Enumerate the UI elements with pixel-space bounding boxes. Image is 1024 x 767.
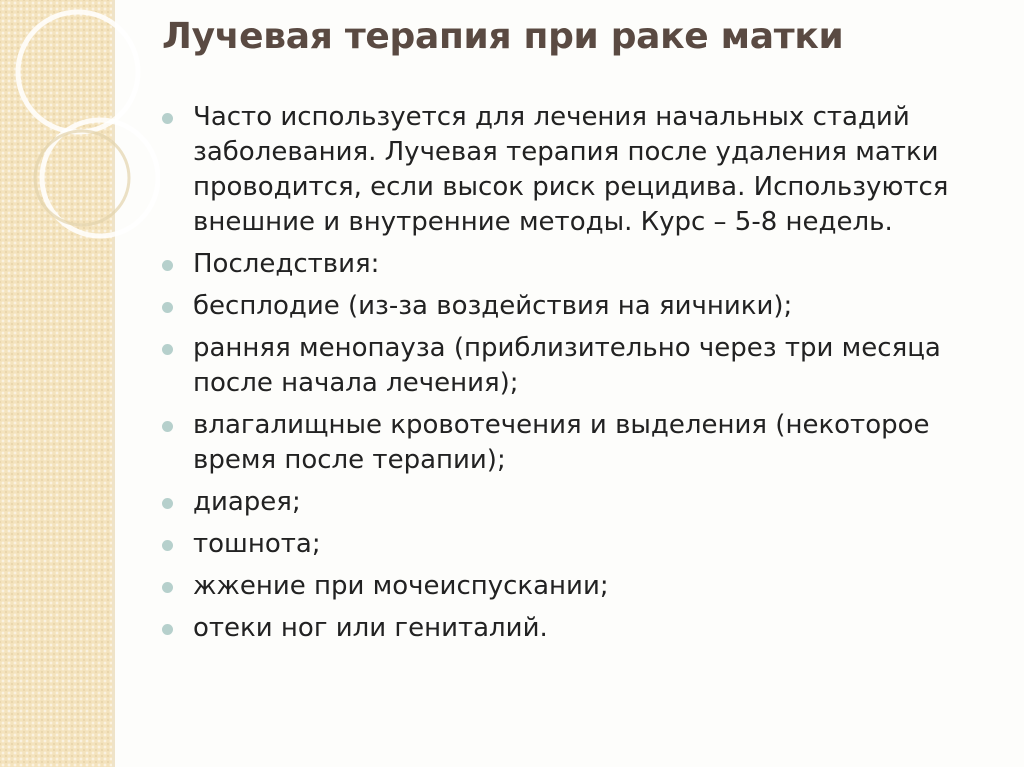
bullet-icon: [162, 498, 173, 509]
bullet-icon: [162, 540, 173, 551]
list-item: [160, 408, 990, 478]
list-item: [160, 100, 990, 240]
bullet-icon: [162, 113, 173, 124]
list-item-text: диарея;: [193, 487, 301, 517]
list-item-text: Последствия:: [193, 249, 380, 279]
list-item: [160, 527, 990, 562]
list-item-text: влагалищные кровотечения и выделения (некоторое время после терапии);: [193, 410, 930, 475]
decorative-rings-icon: [0, 0, 160, 280]
list-item-text: тошнота;: [193, 529, 321, 559]
bullet-icon: [162, 260, 173, 271]
bullet-icon: [162, 582, 173, 593]
bullet-icon: [162, 421, 173, 432]
list-item: [160, 289, 990, 324]
list-item-text: ранняя менопауза (приблизительно через три месяца после начала лечения);: [193, 333, 941, 398]
list-item-text: Часто используется для лечения начальных стадий заболевания. Лучевая терапия после удаления матки проводится, если высок риск рецидива. Используются внешние и внутренние методы. Курс – 5-8 недель.: [193, 102, 949, 237]
bullet-icon: [162, 344, 173, 355]
list-item-text: бесплодие (из-за воздействия на яичники);: [193, 291, 793, 321]
list-item: [160, 569, 990, 604]
list-item: [160, 485, 990, 520]
bullet-icon: [162, 302, 173, 313]
list-item: [160, 611, 990, 646]
list-item: [160, 331, 990, 401]
slide-title: Лучевая терапия при раке матки: [162, 16, 844, 57]
list-item-text: отеки ног или гениталий.: [193, 613, 548, 643]
bullet-list: [160, 100, 990, 653]
list-item: [160, 247, 990, 282]
bullet-icon: [162, 624, 173, 635]
list-item-text: жжение при мочеиспускании;: [193, 571, 609, 601]
